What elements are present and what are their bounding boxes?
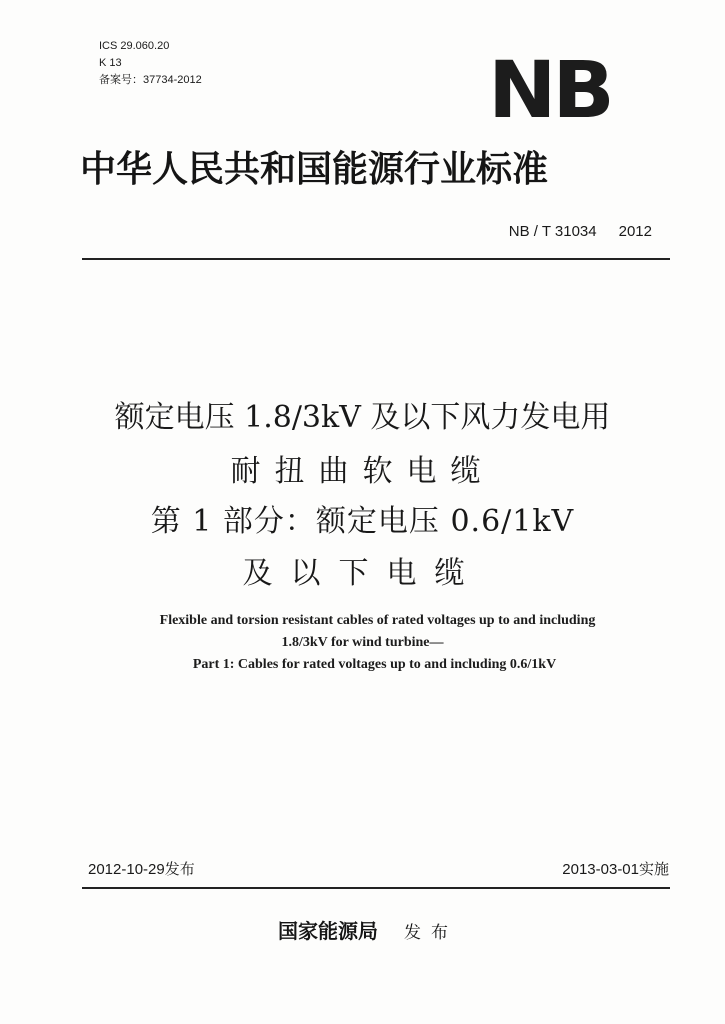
implementation-date: 2013-03-01实施 xyxy=(562,861,669,878)
publisher-name: 国家能源局 xyxy=(278,919,378,943)
classification-block xyxy=(99,38,202,89)
english-title-line-2: 1.8/3kV for wind turbine— xyxy=(281,635,444,650)
standard-category-title: 中华人民共和国能源行业标准 xyxy=(80,149,549,190)
filing-number: 备案号：37734-2012 xyxy=(99,74,202,86)
english-title-line-1: Flexible and torsion resistant cables of rated voltages up to and including xyxy=(159,613,596,628)
nb-logo: NB xyxy=(488,46,611,136)
bottom-divider xyxy=(82,887,670,889)
standard-code: NB / T 31034 xyxy=(508,223,597,240)
chinese-title-line-3: 第 1 部分：额定电压 0.6/1kV xyxy=(150,504,575,539)
ics-code: ICS 29.060.20 xyxy=(99,40,170,52)
chinese-title-line-1: 额定电压 1.8/3kV 及以下风力发电用 xyxy=(114,400,611,435)
ccs-code: K 13 xyxy=(99,57,122,69)
issue-date: 2012-10-29发布 xyxy=(88,861,195,878)
standard-year: 2012 xyxy=(618,223,652,240)
publisher-line xyxy=(278,918,458,946)
publish-action: 发布 xyxy=(404,923,458,943)
chinese-title-line-2: 耐扭曲软电缆 xyxy=(230,454,495,489)
english-title-line-3: Part 1: Cables for rated voltages up to and including 0.6/1kV xyxy=(192,657,557,672)
standard-number xyxy=(509,222,652,242)
top-divider xyxy=(82,258,670,260)
chinese-title-line-4: 及以下电缆 xyxy=(242,556,483,591)
